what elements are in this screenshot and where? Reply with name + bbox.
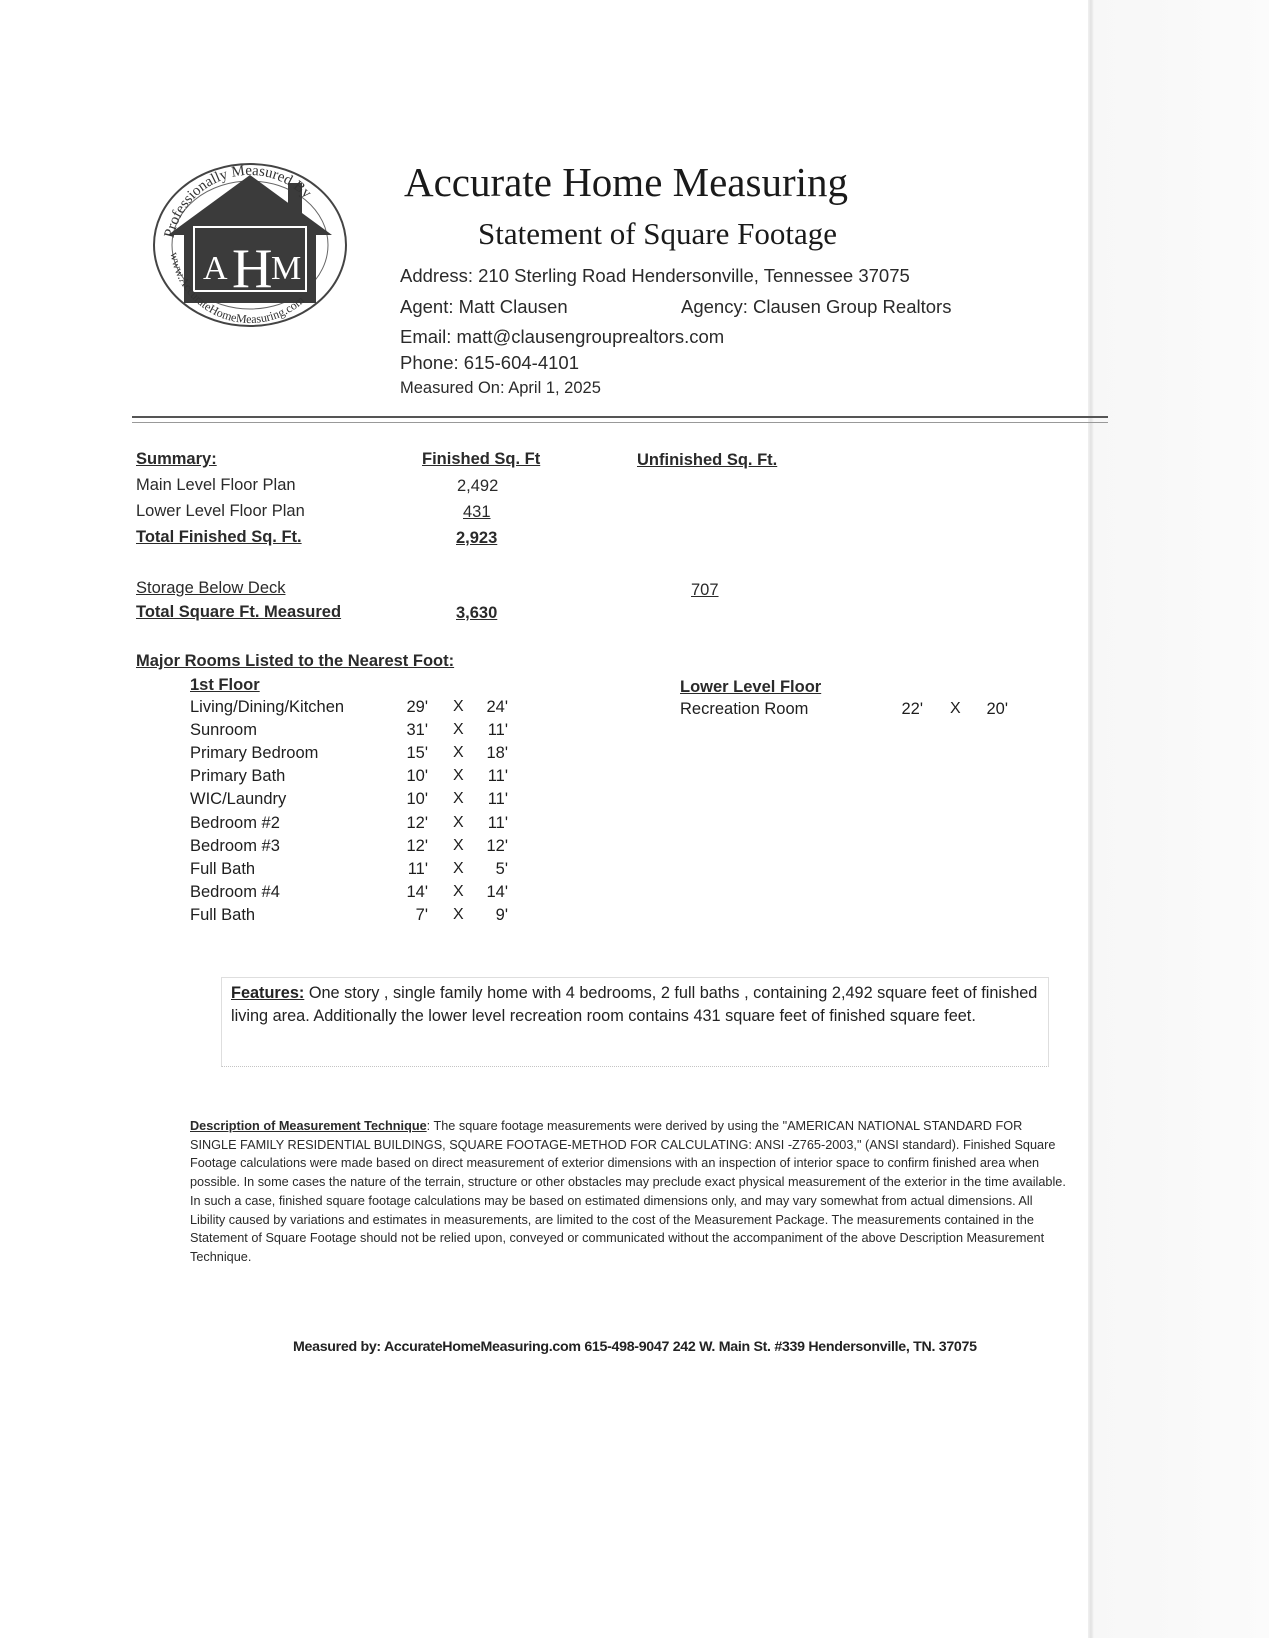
description-label: Description of Measurement Technique — [190, 1119, 427, 1133]
features-label: Features: — [231, 984, 305, 1002]
room-dimension-a: 7' — [415, 906, 428, 924]
room-name: Recreation Room — [680, 700, 809, 718]
room-dimension-a: 29' — [406, 698, 428, 716]
room-dimension-a: 15' — [406, 744, 428, 762]
room-dimension-b: 9' — [495, 906, 508, 924]
room-name: Bedroom #2 — [190, 814, 280, 832]
room-dimension-x: X — [453, 837, 464, 854]
room-name: WIC/Laundry — [190, 790, 287, 808]
address-line: Address: 210 Sterling Road Hendersonville, Tennessee 37075 — [400, 265, 910, 286]
room-dimension-x: X — [453, 767, 464, 784]
company-title: Accurate Home Measuring — [404, 159, 848, 205]
room-dimension-a: 22' — [901, 700, 923, 718]
main-level-value: 2,492 — [457, 477, 499, 495]
measured-by-footer: Measured by: AccurateHomeMeasuring.com 615-498-9047 242 W. Main St. #339 Hendersonville, TN. 37075 — [293, 1339, 977, 1355]
logo-arc-bottom-text: www.AccurateHomeMeasuring.com — [167, 251, 307, 327]
room-name: Living/Dining/Kitchen — [190, 698, 345, 716]
room-dimension-b: 20' — [986, 700, 1008, 718]
logo-arc-top-text: Professionally Measured By — [161, 162, 315, 240]
room-dimension-b: 11' — [487, 721, 508, 739]
company-logo — [150, 157, 350, 330]
room-dimension-a: 11' — [407, 860, 428, 878]
logo-letter-a: A — [203, 250, 228, 287]
room-dimension-b: 12' — [486, 837, 508, 855]
phone-line: Phone: 615-604-4101 — [400, 352, 579, 373]
lower-level-label: Lower Level Floor Plan — [136, 502, 305, 520]
lower-level-value: 431 — [463, 503, 491, 521]
total-measured-value: 3,630 — [456, 604, 498, 622]
room-name: Primary Bedroom — [190, 744, 319, 762]
room-name: Full Bath — [190, 906, 256, 924]
total-finished-label: Total Finished Sq. Ft. — [136, 528, 302, 546]
agency-line: Agency: Clausen Group Realtors — [681, 296, 952, 317]
first-floor-heading: 1st Floor — [190, 676, 260, 694]
total-finished-value: 2,923 — [456, 529, 498, 547]
storage-label: Storage Below Deck — [136, 579, 286, 597]
main-level-label: Main Level Floor Plan — [136, 476, 296, 494]
room-dimension-a: 12' — [406, 814, 428, 832]
description-paragraph — [190, 1117, 1070, 1267]
room-dimension-x: X — [453, 906, 464, 923]
room-dimension-b: 14' — [486, 883, 508, 901]
header-divider-thin — [132, 422, 1108, 423]
total-measured-label: Total Square Ft. Measured — [136, 603, 342, 621]
room-dimension-x: X — [453, 698, 464, 715]
page-edge-shadow — [1088, 0, 1269, 1638]
storage-value: 707 — [691, 581, 719, 599]
room-dimension-a: 12' — [406, 837, 428, 855]
room-name: Primary Bath — [190, 767, 286, 785]
room-dimension-x: X — [453, 860, 464, 877]
measured-on-line: Measured On: April 1, 2025 — [400, 379, 601, 397]
logo-letter-m: M — [271, 250, 302, 287]
room-name: Bedroom #3 — [190, 837, 280, 855]
room-dimension-x: X — [453, 744, 464, 761]
room-dimension-a: 31' — [406, 721, 428, 739]
room-dimension-b: 18' — [486, 744, 508, 762]
logo-letter-h: H — [232, 238, 273, 300]
room-dimension-a: 10' — [406, 767, 428, 785]
room-dimension-x: X — [453, 814, 464, 831]
room-dimension-x: X — [453, 790, 464, 807]
header-divider — [132, 416, 1108, 418]
summary-heading: Summary: — [136, 450, 217, 468]
email-line: Email: matt@clausengrouprealtors.com — [400, 326, 725, 347]
unfinished-sqft-header: Unfinished Sq. Ft. — [637, 451, 778, 469]
room-name: Bedroom #4 — [190, 883, 280, 901]
features-paragraph — [231, 982, 1041, 1027]
document-subtitle: Statement of Square Footage — [478, 216, 837, 251]
room-dimension-x: X — [453, 883, 464, 900]
major-rooms-heading: Major Rooms Listed to the Nearest Foot: — [136, 652, 455, 670]
room-dimension-b: 5' — [495, 860, 508, 878]
finished-sqft-header: Finished Sq. Ft — [422, 450, 541, 468]
room-dimension-b: 11' — [487, 790, 508, 808]
room-dimension-b: 11' — [487, 767, 508, 785]
room-name: Full Bath — [190, 860, 256, 878]
room-name: Sunroom — [190, 721, 257, 739]
description-text: : The square footage measurements were derived by using the "AMERICAN NATIONAL STANDARD FOR SINGLE FAMILY RESIDENTIAL BUILDINGS, SQUARE FOOTAGE-METHOD FOR CALCULATING: ANSI -Z765-2003," (ANSI standard). Finished Square Footage calculations were made based on direct measurement of exterior dimensions with an inspection of interior space to confirm finished area when possible. In some cases the nature of the terrain, structure or other obstacles may preclude exact physical measurement of the exterior in the time available. In such a case, finished square footage calculations may be based on estimated dimensions only, and may vary somewhat from actual dimensions. All Libility caused by variations and estimates in measurements, are limited to the cost of the Measurement Package. The measurements contained in the Statement of Square Footage should not be relied upon, conveyed or communicated without the accompaniment of the above Description Measurement Technique. — [190, 1119, 1066, 1264]
room-dimension-x: X — [950, 700, 961, 717]
room-dimension-b: 24' — [486, 698, 508, 716]
features-text: One story , single family home with 4 bedrooms, 2 full baths , containing 2,492 square feet of finished living area. Additionally the lower level recreation room contains 431 square feet of finished square feet. — [231, 984, 1038, 1025]
agent-line: Agent: Matt Clausen — [400, 296, 568, 317]
room-dimension-x: X — [453, 721, 464, 738]
room-dimension-a: 14' — [406, 883, 428, 901]
room-dimension-a: 10' — [406, 790, 428, 808]
lower-level-floor-heading: Lower Level Floor — [680, 678, 822, 696]
room-dimension-b: 11' — [487, 814, 508, 832]
